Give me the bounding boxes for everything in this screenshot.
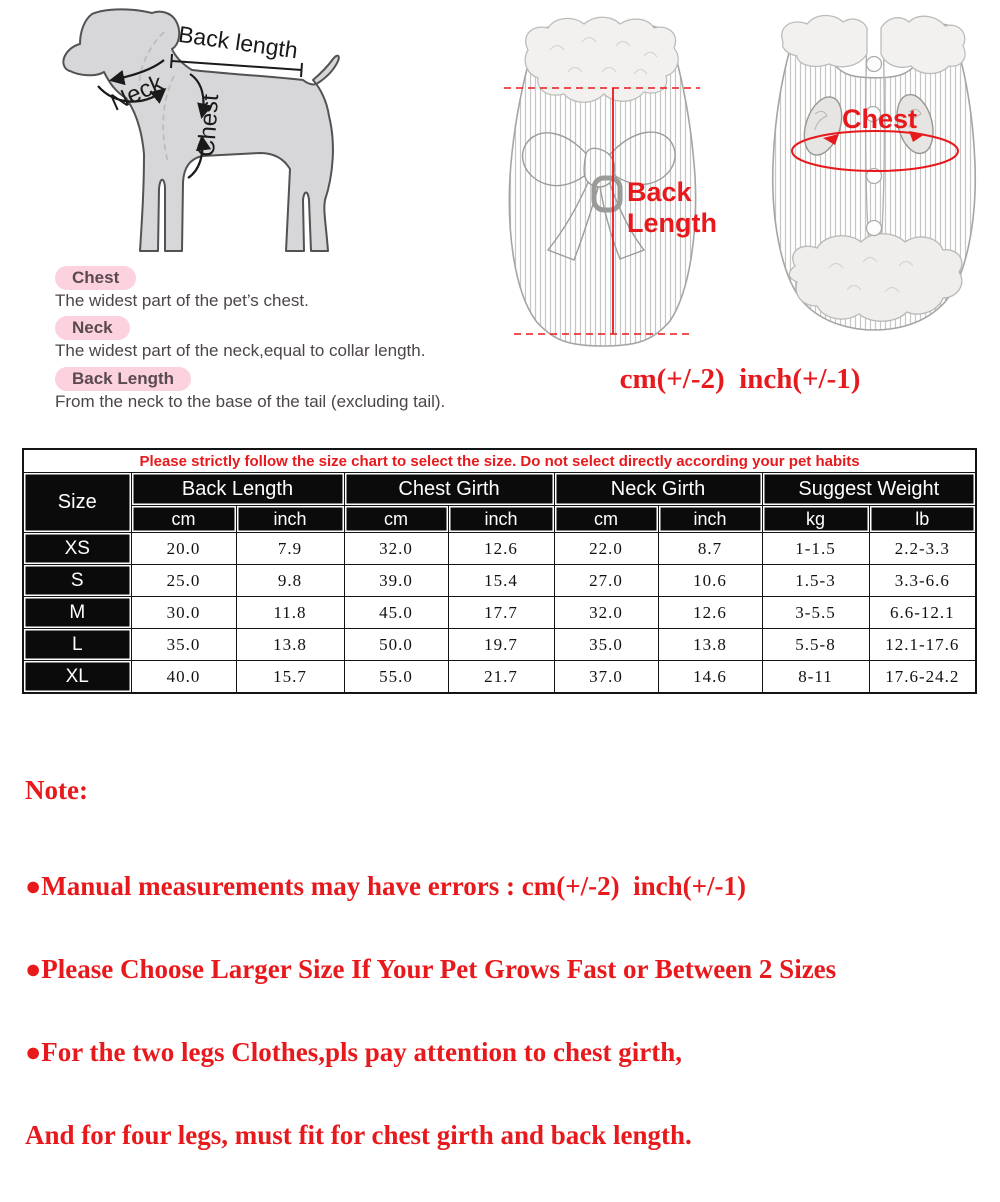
size-cell: S (23, 565, 131, 597)
data-cell: 17.6-24.2 (869, 661, 976, 694)
data-cell: 3-5.5 (762, 597, 869, 629)
data-cell: 6.6-12.1 (869, 597, 976, 629)
data-cell: 12.1-17.6 (869, 629, 976, 661)
suggest-weight-group-header: Suggest Weight (762, 473, 976, 506)
back-length-label: Back length (176, 20, 300, 64)
data-cell: 12.6 (658, 597, 762, 629)
size-column-header: Size (23, 473, 131, 533)
size-cell: XS (23, 533, 131, 565)
notes-section (25, 738, 985, 1202)
dog-measurement-diagram (52, 4, 352, 264)
chest-definition-text: The widest part of the pet’s chest. (55, 291, 309, 310)
measurement-definitions (55, 264, 495, 424)
data-cell: 5.5-8 (762, 629, 869, 661)
neck-label: Neck (106, 69, 168, 117)
size-chart-table (22, 448, 977, 694)
size-cell: L (23, 629, 131, 661)
data-cell: 14.6 (658, 661, 762, 694)
data-cell: 25.0 (131, 565, 236, 597)
data-cell: 2.2-3.3 (869, 533, 976, 565)
table-group-header-row (23, 473, 976, 506)
data-cell: 15.7 (236, 661, 344, 694)
definition-chest (55, 266, 309, 311)
data-cell: 32.0 (554, 597, 658, 629)
data-cell: 8.7 (658, 533, 762, 565)
data-cell: 55.0 (344, 661, 448, 694)
data-cell: 37.0 (554, 661, 658, 694)
data-cell: 20.0 (131, 533, 236, 565)
data-cell: 9.8 (236, 565, 344, 597)
data-cell: 45.0 (344, 597, 448, 629)
data-cell: 19.7 (448, 629, 554, 661)
data-cell: 8-11 (762, 661, 869, 694)
size-cell: XL (23, 661, 131, 694)
table-warning-row (23, 449, 976, 473)
data-cell: 10.6 (658, 565, 762, 597)
unit-header: kg (762, 506, 869, 533)
data-cell: 32.0 (344, 533, 448, 565)
data-cell: 40.0 (131, 661, 236, 694)
table-warning: Please strictly follow the size chart to select the size. Do not select directly according your pet habits (23, 449, 976, 473)
jacket-front-view (763, 14, 985, 336)
back-length-annotation-line1: Back (627, 177, 692, 207)
table-row (23, 597, 976, 629)
data-cell: 35.0 (554, 629, 658, 661)
note-line: ●Please Choose Larger Size If Your Pet Grows Fast or Between 2 Sizes (25, 954, 837, 984)
data-cell: 13.8 (658, 629, 762, 661)
unit-header: inch (658, 506, 762, 533)
unit-header: cm (344, 506, 448, 533)
data-cell: 13.8 (236, 629, 344, 661)
unit-header: inch (236, 506, 344, 533)
tolerance-note: cm(+/-2) inch(+/-1) (619, 363, 861, 395)
data-cell: 21.7 (448, 661, 554, 694)
chest-annotation: Chest (842, 104, 918, 134)
chest-girth-group-header: Chest Girth (344, 473, 554, 506)
back-length-pill: Back Length (55, 367, 191, 391)
note-line: And for four legs, must fit for chest girth and back length. (25, 1120, 692, 1150)
size-chart-table-wrap (22, 448, 977, 694)
data-cell: 35.0 (131, 629, 236, 661)
data-cell: 30.0 (131, 597, 236, 629)
definition-back-length (55, 367, 445, 412)
neck-pill: Neck (55, 316, 130, 340)
table-row (23, 629, 976, 661)
data-cell: 15.4 (448, 565, 554, 597)
fur-collar-right (881, 16, 965, 73)
data-cell: 17.7 (448, 597, 554, 629)
unit-header: cm (131, 506, 236, 533)
chest-pill: Chest (55, 266, 136, 290)
data-cell: 1.5-3 (762, 565, 869, 597)
unit-header: lb (869, 506, 976, 533)
notes-title: Note: (25, 775, 88, 805)
data-cell: 3.3-6.6 (869, 565, 976, 597)
table-row (23, 533, 976, 565)
unit-header: inch (448, 506, 554, 533)
unit-header: cm (554, 506, 658, 533)
table-unit-header-row (23, 506, 976, 533)
data-cell: 50.0 (344, 629, 448, 661)
note-line: ●For the two legs Clothes,pls pay attention to chest girth, (25, 1037, 683, 1067)
chest-label: Chest (192, 93, 225, 158)
definition-neck (55, 316, 425, 361)
data-cell: 7.9 (236, 533, 344, 565)
fur-collar (525, 17, 678, 102)
neck-girth-group-header: Neck Girth (554, 473, 762, 506)
back-length-definition-text: From the neck to the base of the tail (excluding tail). (55, 392, 446, 411)
back-length-group-header: Back Length (131, 473, 344, 506)
table-row (23, 661, 976, 694)
data-cell: 1-1.5 (762, 533, 869, 565)
data-cell: 39.0 (344, 565, 448, 597)
table-row (23, 565, 976, 597)
size-cell: M (23, 597, 131, 629)
back-length-annotation-line2: Length (627, 208, 717, 238)
note-line: ●Manual measurements may have errors : cm(+/-2) inch(+/-1) (25, 871, 746, 901)
back-length-annotation (627, 177, 717, 239)
data-cell: 22.0 (554, 533, 658, 565)
data-cell: 12.6 (448, 533, 554, 565)
data-cell: 11.8 (236, 597, 344, 629)
neck-definition-text: The widest part of the neck,equal to collar length. (55, 341, 426, 360)
data-cell: 27.0 (554, 565, 658, 597)
